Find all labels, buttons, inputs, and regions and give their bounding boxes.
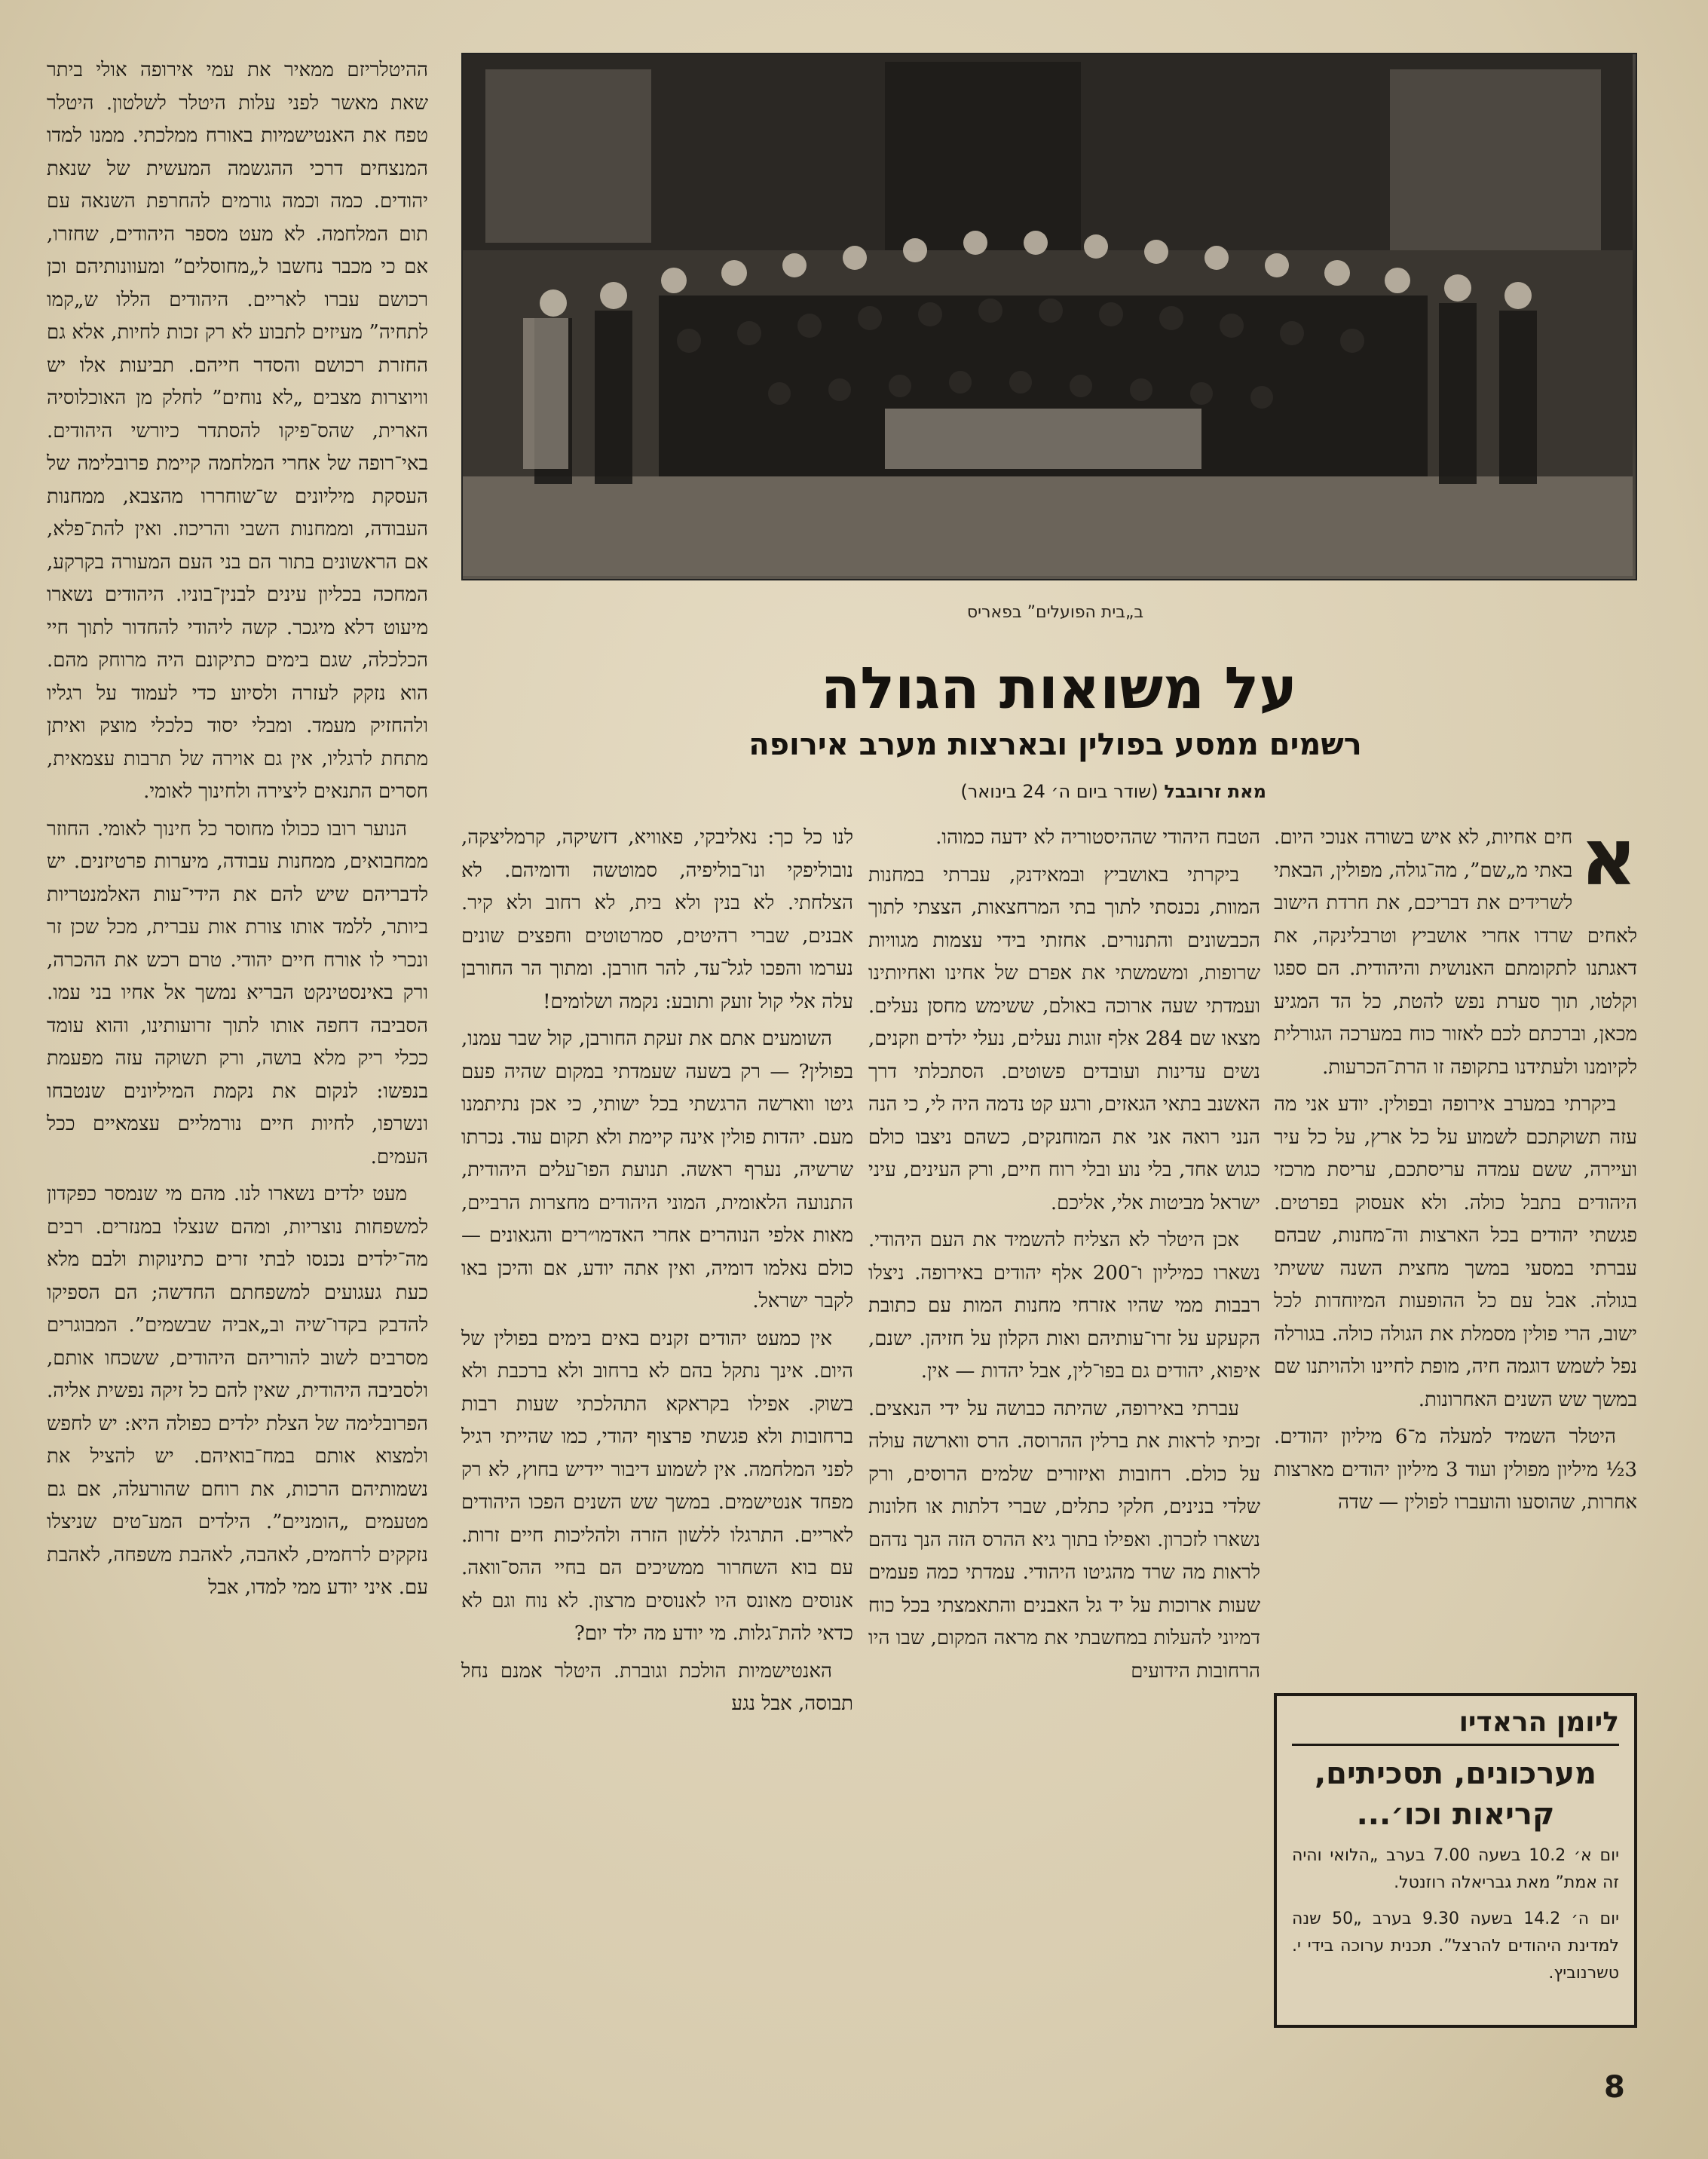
broadcast-note: (שודר ביום ה׳ 24 בינואר) — [960, 781, 1159, 802]
column-2 — [461, 822, 853, 2043]
c2-paragraph-1: לנו כל כך: נאליבקי, פאוויא, דזשיקה, קרמליצקה, נובוליפקי ונו־בוליפיה, סמוטשה ודומיהם. לא הצלחתי. לא בנין ולא בית, לא רחוב ולא קיר. אבנים, שברי רהיטים, סמרטוטים וחפצים שונים נערמו והפכו לגל־עד, להר חורבן. ומתוך הר החורבן עלה אלי קול זועק ותובע: נקמה ושלומים! — [461, 826, 853, 1013]
c3-paragraph-2: ביקרתי באושביץ ובמאידנק, עברתי במחנות המוות, נכנסתי לתוך בתי המרחצאות, הצצתי לתוך הכבשונים והתנורים. אחזתי בידי עצמות מגוויות שרופות, ומשמשתי את אפרם של אחינו ואחיותינו ועמדתי שעה ארוכה באולם, ששימש מחסן נעלים. מצאו שם 284 אלף זוגות נעלים, נעלי ילדים וזקנים, נשים עדינות ועובדים פשוטים. הסתכלתי דרך האשנב בתאי הגאזים, ורגע קט נדמה היה לי, כי הנה הנני רואה אני את המוחנקים, כשהם ניצבו כולם כגוש אחד, בלי נוע ובלי רוח חיים, ורק העינים, עיני ישראל מביטות אלי, אליכם. — [868, 863, 1260, 1214]
c4-paragraph-1 — [1274, 822, 1637, 1084]
left-paragraph-1: ההיטלריזם ממאיר את עמי אירופה אולי ביתר שאת מאשר לפני עלות היטלר לשלטון. היטלר טפח את האנטישמיות באורח ממלכתי. ממנו למדו המנצחים דרכי ההגשמה המעשית של שנאת יהודים. כמה וכמה גורמים להחרפת השנאה עם תום המלחמה. לא מעט מספר היהודים, שחזרו, אם כי מכבר נחשבו ל„מחוסלים” ומעוונותיהם וכן רכושם עברו לאריים. היהודים הללו ש„קמו לתחיה” מעיזים לתבוע לא רק זכות לחיות, אלא גם החזרת רכושם והסדר חייהם. תביעות אלו יש וויוצרות מצבים „לא נוחים” לחלק מן האוכלוסיה הארית, שהס־פיקו להסתדר כיורשי היהודים. באי־רופה של אחרי המלחמה קיימת פרובלימה של העסקת מיליונים ש־שוחררו מהצבא, ממחנות העבודה, וממחנות השבי והריכוז. ואין להת־פלא, אם הראשונים בתור הם בני העם המעורה בקרקע, המחכה בכליון עינים לבנין־בוניו. היהודים נשארו מיעוט דלא מיגכר. קשה ליהודי להחדור לתוך חיי הכלכלה, שגם בימים כתיקונם היה מרוחק מהם. הוא נזקק לעזרה ולסיוע כדי לעמוד על רגליו ולהחזיק מעמד. ומבלי יסוד כלכלי מוצק ואיתן מתחת לרגליו, אין גם אוירה של תרבות עצמאית, חסרים התנאים ליצירה ולחינוך לאומי. — [47, 59, 428, 803]
column-3 — [868, 822, 1260, 2043]
c4-paragraph-3: היטלר השמיד למעלה מ־6 מיליון יהודים. 3½ מיליון מפולין ועוד 3 מיליון יהודים מארצות אחרות, שהוסעו והועברו לפולין — שדה — [1274, 1426, 1637, 1514]
article-title: על משואות הגולה — [820, 654, 1297, 721]
radio-entry-2: יום ה׳ 14.2 בשעה 9.30 בערב „50 שנה למדינת היהודים להרצל”. תכנית ערוכה בידי י. טשרנוביץ. — [1292, 1909, 1620, 1983]
article-subtitle: רשמים ממסע בפולין ובארצות מערב אירופה — [748, 727, 1362, 762]
article-byline — [814, 776, 1266, 807]
column-4 — [1274, 822, 1637, 1681]
group-photo-illustration — [463, 54, 1633, 576]
c2-paragraph-4: האנטישמיות הולכת וגוברת. היטלר אמנם נחל תבוסה, אבל נגע — [461, 1659, 853, 1715]
c4-paragraph-1-text: חים אחיות, לא איש בשורה אנוכי היום. באתי מ„שם”, מה־גולה, מפולין, הבאתי לשרידים את דבריכם, את חרדת הישוב לאחים שרדו אחרי אושביץ וטרבלינקה, את דאגתנו לתקומתם האנושית והיהודית. הם ספגו וקלטו, תוך סערת נפש להטת, כל הד המגיע מכאן, וברכתם לכם לאזור כוח במערכה הגורלית לקיומנו ולעתידנו בתקופה זו הרת־הכרעות. — [1274, 826, 1637, 1079]
c2-paragraph-2: השומעים אתם את זעקת החורבן, קול שבר עמנו, בפולין? — רק בשעה שעמדתי במקום שהיה פעם גיטו ווארשה הרגשתי בכל ישותי, כי אכן נתיתמנו מעם. יהדות פולין אינה קיימת ולא תקום עוד. נכרתו שרשיה, נערף ראשה. תנועת הפו־עלים היהודית, התנועה הלאומית, המוני היהודים מחצרות הרביים, מאות אלפי הנוהרים אחרי האדמו״רים והגאונים — כולם נאלמו דומיה, ואין אתה יודע, אם והיכן באו לקבר ישראל. — [461, 1027, 853, 1312]
radio-entry-1: יום א׳ 10.2 בשעה 7.00 בערב „הלואי והיה זה אמת” מאת גבריאלה רוזנטל. — [1292, 1846, 1619, 1892]
page-number: 8 — [1604, 2070, 1625, 2105]
group-photo — [461, 53, 1637, 580]
c2-paragraph-3: אין כמעט יהודים זקנים באים בימים בפולין של היום. אינך נתקל בהם לא ברחוב ולא ברכבת ולא בשוק. אפילו בקראקא התהלכתי שעות רבות ברחובות ולא פגשתי פרצוף יהודי, כמו שהייתי רגיל לפני המלחמה. אין לשמוע דיבור יידיש בחוץ, לא רק מפחד אנטישמים. במשך שש השנים הפכו היהודים לאריים. התרגלו ללשון הזרה ולהליכות חיים זרות. עם בוא השחרור ממשיכים הם בחיי ההס־וואה. אנוסים מאונס היו לאנוסים מרצון. לא נוח וגם לא כדאי להת־גלות. מי יודע מה ילד יום? — [461, 1327, 853, 1645]
c3-paragraph-1: הטבח היהודי שההיסטוריה לא ידעה כמוהו. — [935, 826, 1260, 849]
radio-diary-box — [1274, 1693, 1637, 2028]
c3-paragraph-4: עברתי באירופה, שהיתה כבושה על ידי הנאצים. זכיתי לראות את ברלין ההרוסה. הרס ווארשה עולה על כולם. רחובות ואיזורים שלמים הרוסים, ורק שלדי בנינים, חלקי כתלים, שברי דלתות או חלונות נשארו לזכרון. ואפילו בתוך גיא ההרס הזה הנך נדהם לראות מה שרד מהגיטו היהודי. עמדתי כמה פעמים שעות ארוכות על יד גל האבנים והתאמצתי בכל כוח דמיוני להעלות במחשבתי את מראה המקום, שבו היו הרחובות הידועים — [868, 1397, 1260, 1683]
column-left — [47, 54, 428, 2044]
byline-author: מאת זרובבל — [1164, 781, 1266, 802]
radio-box-title: ליומן הראדיו — [1292, 1707, 1619, 1746]
left-paragraph-2: הנוער רובו ככולו מחוסר כל חינוך לאומי. החוזר ממחבואים, ממחנות עבודה, מיערות פרטיזנים. יש לדבריהם שיש להם את הידי־עות האלמנטריות ביותר, ללמד אותו צורת אות עברית, מכל שכן זר ונכרי לו אורח חיים יהודי. טרם רכש את ההכרה, ורק באינסטינקט הבריא נמשך אל אחיו בני עמו. הסביבה דחפה אותו לתוך זרועותינו, והוא עומד ככלי ריק מלא בושה, ורק תשוקה עזה מפעמת בנפשו: לנקום את נקמת המיליונים שנטבחו ונשרפו, לחיות חיים נורמליים עצמאיים ככל העמים. — [47, 817, 428, 1168]
photo-caption: ב„בית הפועלים” בפאריס — [966, 603, 1144, 622]
radio-box-subtitle: מערכונים, תסכיתים, קריאות וכו׳... — [1314, 1756, 1597, 1832]
c3-paragraph-3: אכן היטלר לא הצליח להשמיד את העם היהודי. נשארו כמיליון ו־200 אלף יהודים באירופה. ניצלו רבבות ממי שהיו אזרחי מחנות המות עם כתובת הקעקע על זרו־עותיהם ואות הקלון על חזיהן. ישנם, איפוא, יהודים גם בפו־לין, אבל יהדות — אין. — [868, 1229, 1260, 1383]
left-paragraph-3: מעט ילדים נשארו לנו. מהם מי שנמסר כפקדון למשפחות נוצריות, ומהם שנצלו במנזרים. רבים מה־ילדים נכנסו לבתי זרים כתינוקות ולבם מלא כעת געגועים למשפחתם החדשה; הם הספיקו להדבק בקדו־שיה וב„אביה שבשמים”. המבוגרים מסרבים לשוב להוריהם היהודים, ששכחו אותם, ולסביבה היהודית, שאין להם כל זיקה נפשית אליה. הפרובלימה של הצלת ילדים כפולה היא: יש לחפש ולמצוא אותם במח־בואיהם. יש להציל את נשמותיהם הרכות, את רוחם שהורעלה, אם גם מטעמים „הומניים”. הילדים המע־טים שניצלו נזקקים לרחמים, לאהבה, לאהבת משפחה, לאהבת עם. איני יודע ממי למדו, אבל — [47, 1183, 428, 1599]
drop-cap: א — [1580, 822, 1637, 903]
c4-paragraph-2: ביקרתי במערב אירופה ובפולין. יודע אני מה עזה תשוקתכם לשמוע על כל ארץ, על כל עיר ועיירה, ששם עמדה עריסתכם, עריסת מרכזי היהודים בתבל כולה. ולא אעסוק בפרטים. פגשתי יהודים בכל הארצות וה־מחנות, שבהם עברתי במסעי במשך מחצית השנה ששיתי בגולה. אבל עם כל ההופעות המיוחדות לכל ישוב, הרי פולין מסמלת את הגולה כולה. בגורלה נפל לשמש דוגמה חיה, מופת לחיינו ולהויתנו שם במשך שש השנים האחרונות. — [1274, 1093, 1637, 1411]
